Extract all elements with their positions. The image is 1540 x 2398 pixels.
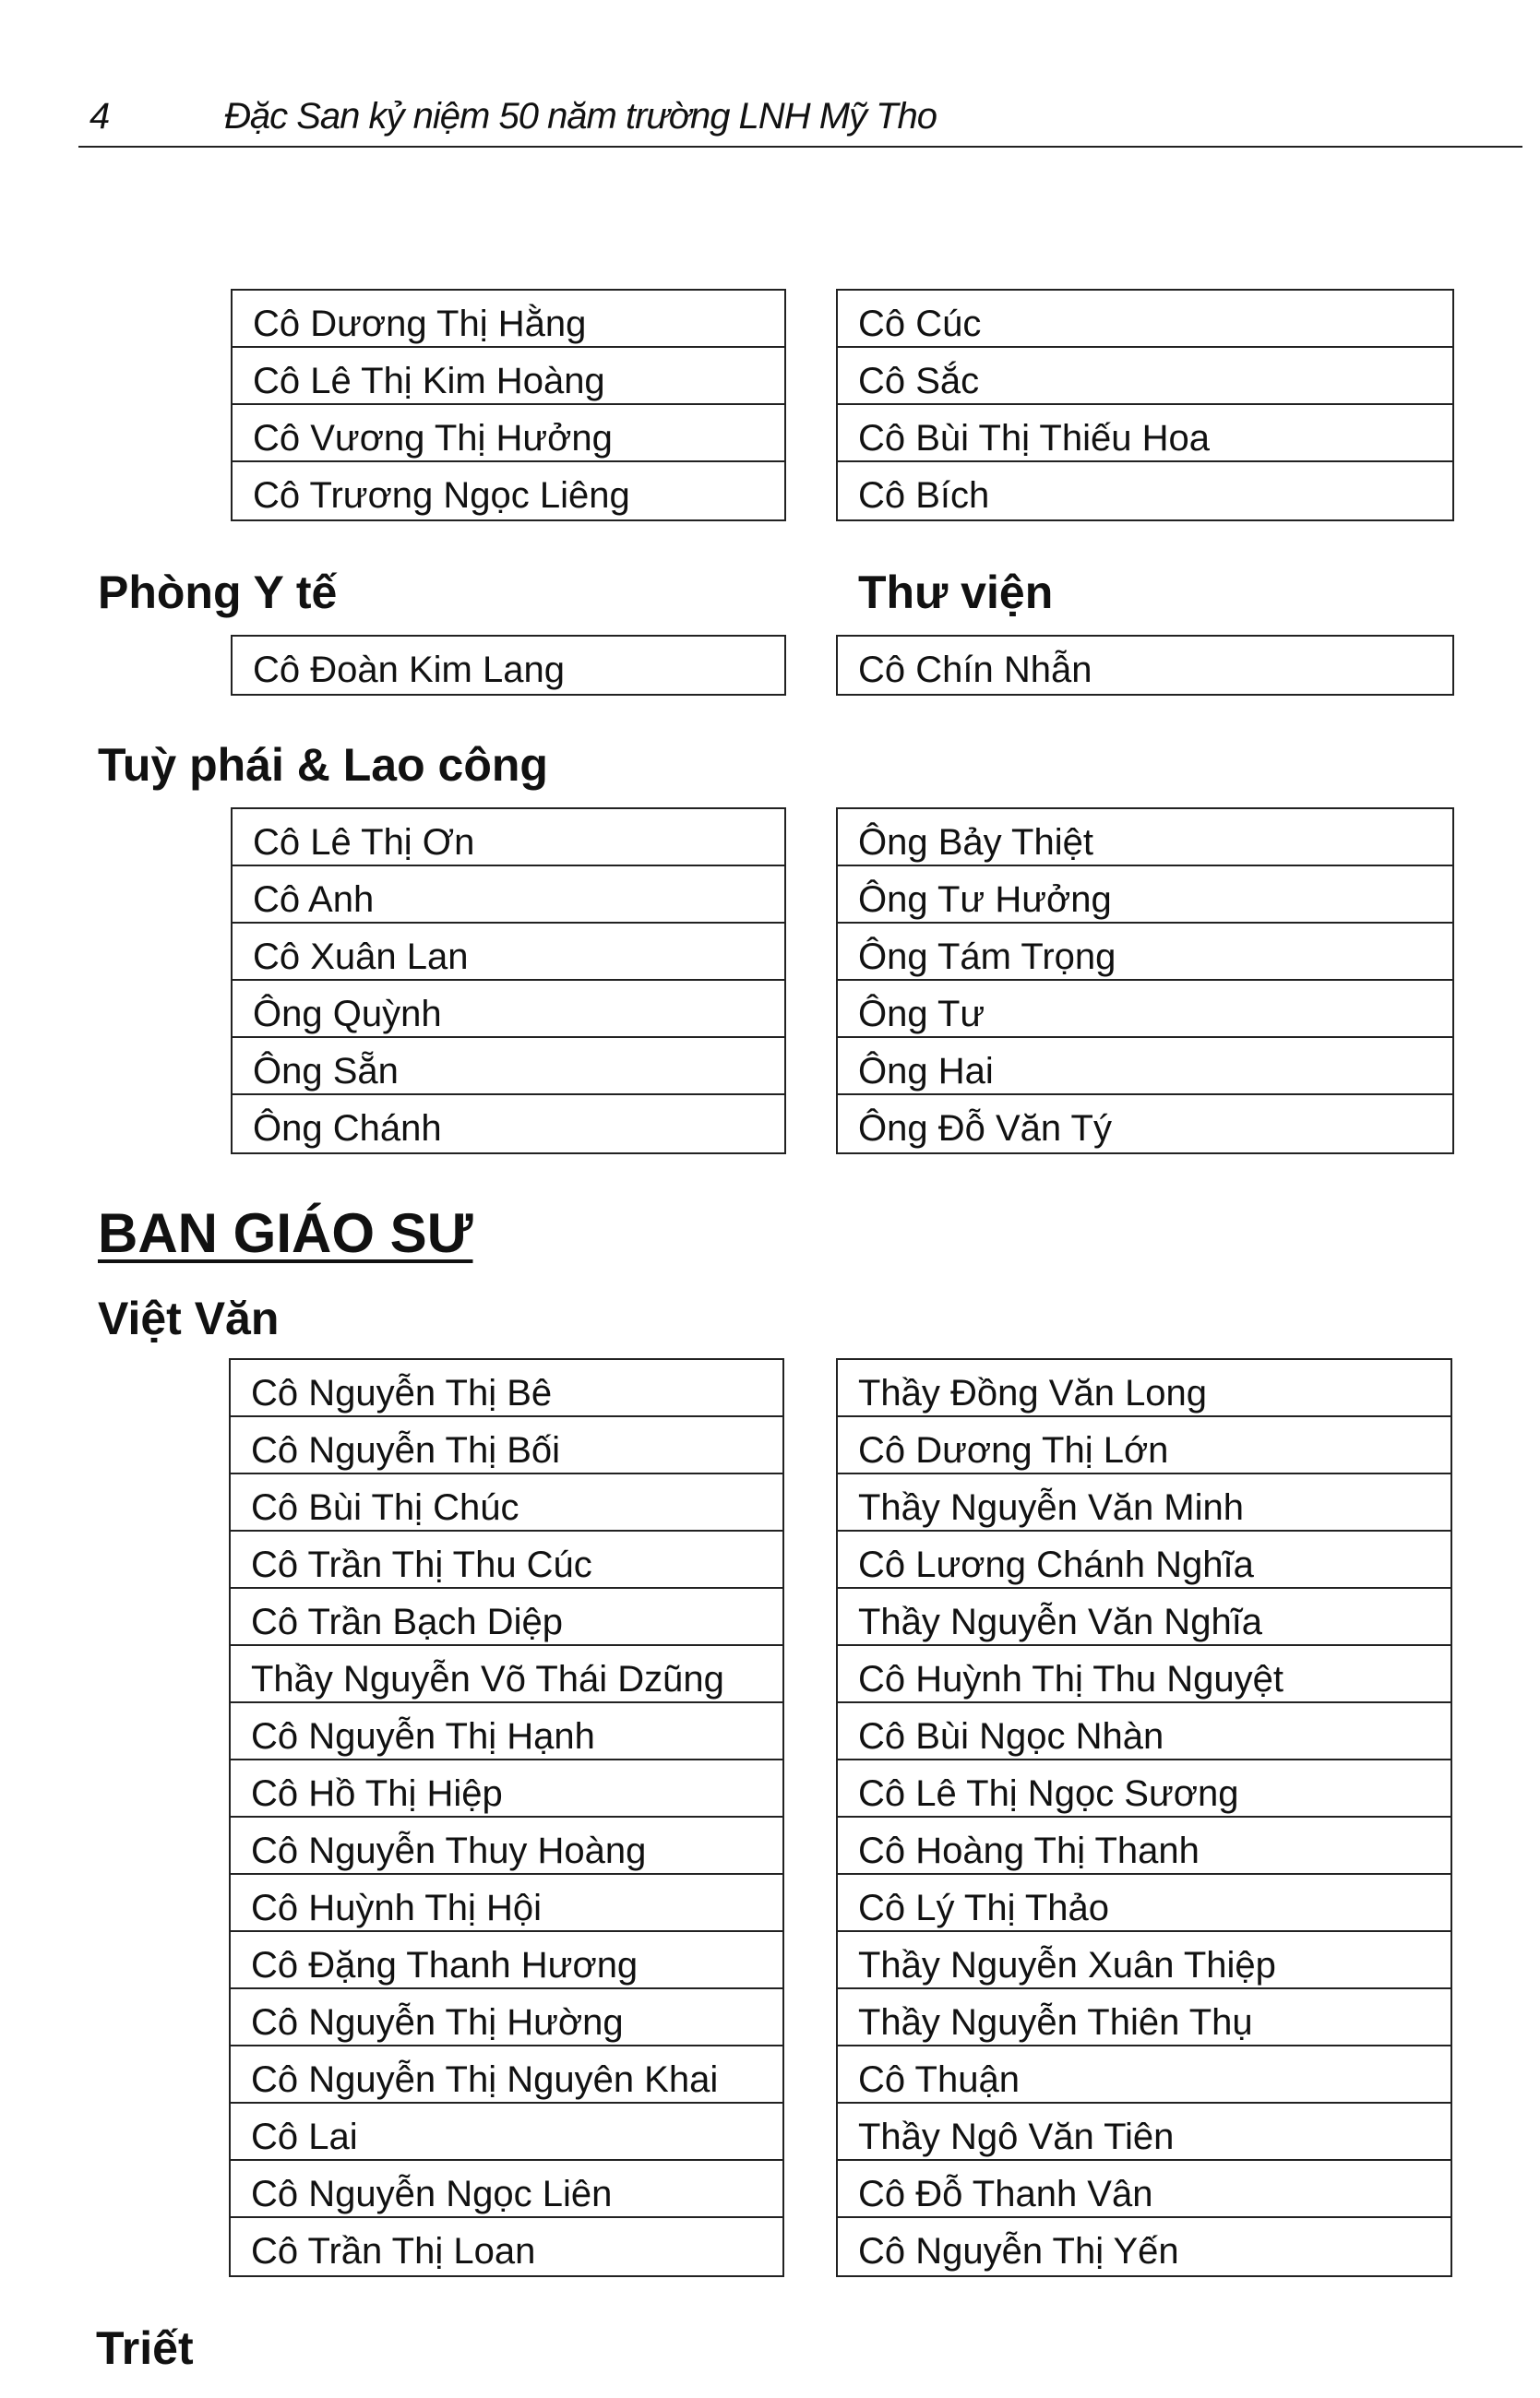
page-header [78,92,1522,148]
list-item: Cô Cúc [838,291,1452,348]
section-heading-phong-y-te: Phòng Y tế [98,567,338,618]
staff-list-top-left [231,289,786,521]
list-item: Thầy Đồng Văn Long [838,1360,1450,1417]
list-item: Cô Trương Ngọc Liêng [253,475,630,516]
list-item: Cô Trần Thị Thu Cúc [231,1532,782,1589]
list-item: Cô Dương Thị Lớn [838,1417,1450,1474]
running-title: Đặc San kỷ niệm 50 năm trường LNH Mỹ Tho [224,96,937,137]
list-item: Ông Tư Hưởng [838,866,1452,924]
list-item: Cô Bùi Ngọc Nhàn [838,1703,1450,1760]
list-item: Cô Hồ Thị Hiệp [231,1760,782,1818]
list-item: Cô Đặng Thanh Hương [231,1932,782,1989]
list-item: Cô Nguyễn Thị Bê [231,1360,782,1417]
list-item: Cô Lý Thị Thảo [838,1875,1450,1932]
list-item: Cô Lai [231,2104,782,2161]
list-item: Cô Bùi Thị Chúc [231,1474,782,1532]
list-item: Thầy Nguyễn Thiên Thụ [838,1989,1450,2046]
list-item: Cô Nguyễn Thị Bối [231,1417,782,1474]
staff-list-top-right [836,289,1454,521]
list-item: Cô Nguyễn Thị Hạnh [231,1703,782,1760]
list-item: Cô Vương Thị Hưởng [233,405,784,462]
section-heading-triet: Triết [96,2322,194,2374]
viet-van-list-left [229,1358,784,2277]
list-item: Ông Tư [838,981,1452,1038]
list-item: Thầy Ngô Văn Tiên [838,2104,1450,2161]
list-item: Cô Trần Thị Loan [251,2231,536,2272]
list-item: Cô Nguyễn Thị Hường [231,1989,782,2046]
list-item: Thầy Nguyễn Xuân Thiệp [838,1932,1450,1989]
list-item: Cô Trần Bạch Diệp [231,1589,782,1646]
list-item: Cô Sắc [838,348,1452,405]
list-item: Thầy Nguyễn Võ Thái Dzũng [231,1646,782,1703]
viet-van-list-right [836,1358,1452,2277]
list-item: Cô Lê Thị Kim Hoàng [233,348,784,405]
list-item: Cô Huỳnh Thị Hội [231,1875,782,1932]
section-heading-tuy-phai: Tuỳ phái & Lao công [98,739,548,791]
list-item: Ông Hai [838,1038,1452,1095]
list-item: Cô Nguyễn Thuy Hoàng [231,1818,782,1875]
tuy-phai-list-right [836,807,1454,1154]
list-item: Cô Lê Thị Ngọc Sương [838,1760,1450,1818]
list-item: Ông Quỳnh [233,981,784,1038]
list-item: Cô Nguyễn Thị Yến [858,2231,1179,2272]
list-item: Ông Bảy Thiệt [838,809,1452,866]
list-item: Cô Dương Thị Hằng [233,291,784,348]
list-item: Ông Đỗ Văn Tý [858,1108,1112,1149]
list-item: Ông Sẵn [233,1038,784,1095]
section-heading-ban-giao-su: BAN GIÁO SƯ [98,1202,473,1264]
list-item: Cô Anh [233,866,784,924]
list-item: Thầy Nguyễn Văn Nghĩa [838,1589,1450,1646]
list-item: Cô Đoàn Kim Lang [253,650,565,690]
list-item: Cô Huỳnh Thị Thu Nguyệt [838,1646,1450,1703]
list-item: Ông Chánh [253,1108,442,1149]
tuy-phai-list-left [231,807,786,1154]
list-item: Cô Bích [858,475,990,516]
list-item: Cô Hoàng Thị Thanh [838,1818,1450,1875]
list-item: Cô Chín Nhẫn [858,650,1092,690]
thu-vien-list [836,635,1454,696]
list-item: Cô Xuân Lan [233,924,784,981]
phong-y-te-list [231,635,786,696]
section-heading-viet-van: Việt Văn [98,1293,280,1344]
list-item: Cô Lê Thị Ơn [233,809,784,866]
list-item: Cô Đỗ Thanh Vân [838,2161,1450,2218]
list-item: Cô Nguyễn Thị Nguyên Khai [231,2046,782,2104]
list-item: Cô Lương Chánh Nghĩa [838,1532,1450,1589]
list-item: Thầy Nguyễn Văn Minh [838,1474,1450,1532]
section-heading-thu-vien: Thư viện [858,567,1054,618]
page-number: 4 [90,96,111,137]
list-item: Cô Bùi Thị Thiếu Hoa [838,405,1452,462]
list-item: Cô Nguyễn Ngọc Liên [231,2161,782,2218]
list-item: Cô Thuận [838,2046,1450,2104]
list-item: Ông Tám Trọng [838,924,1452,981]
